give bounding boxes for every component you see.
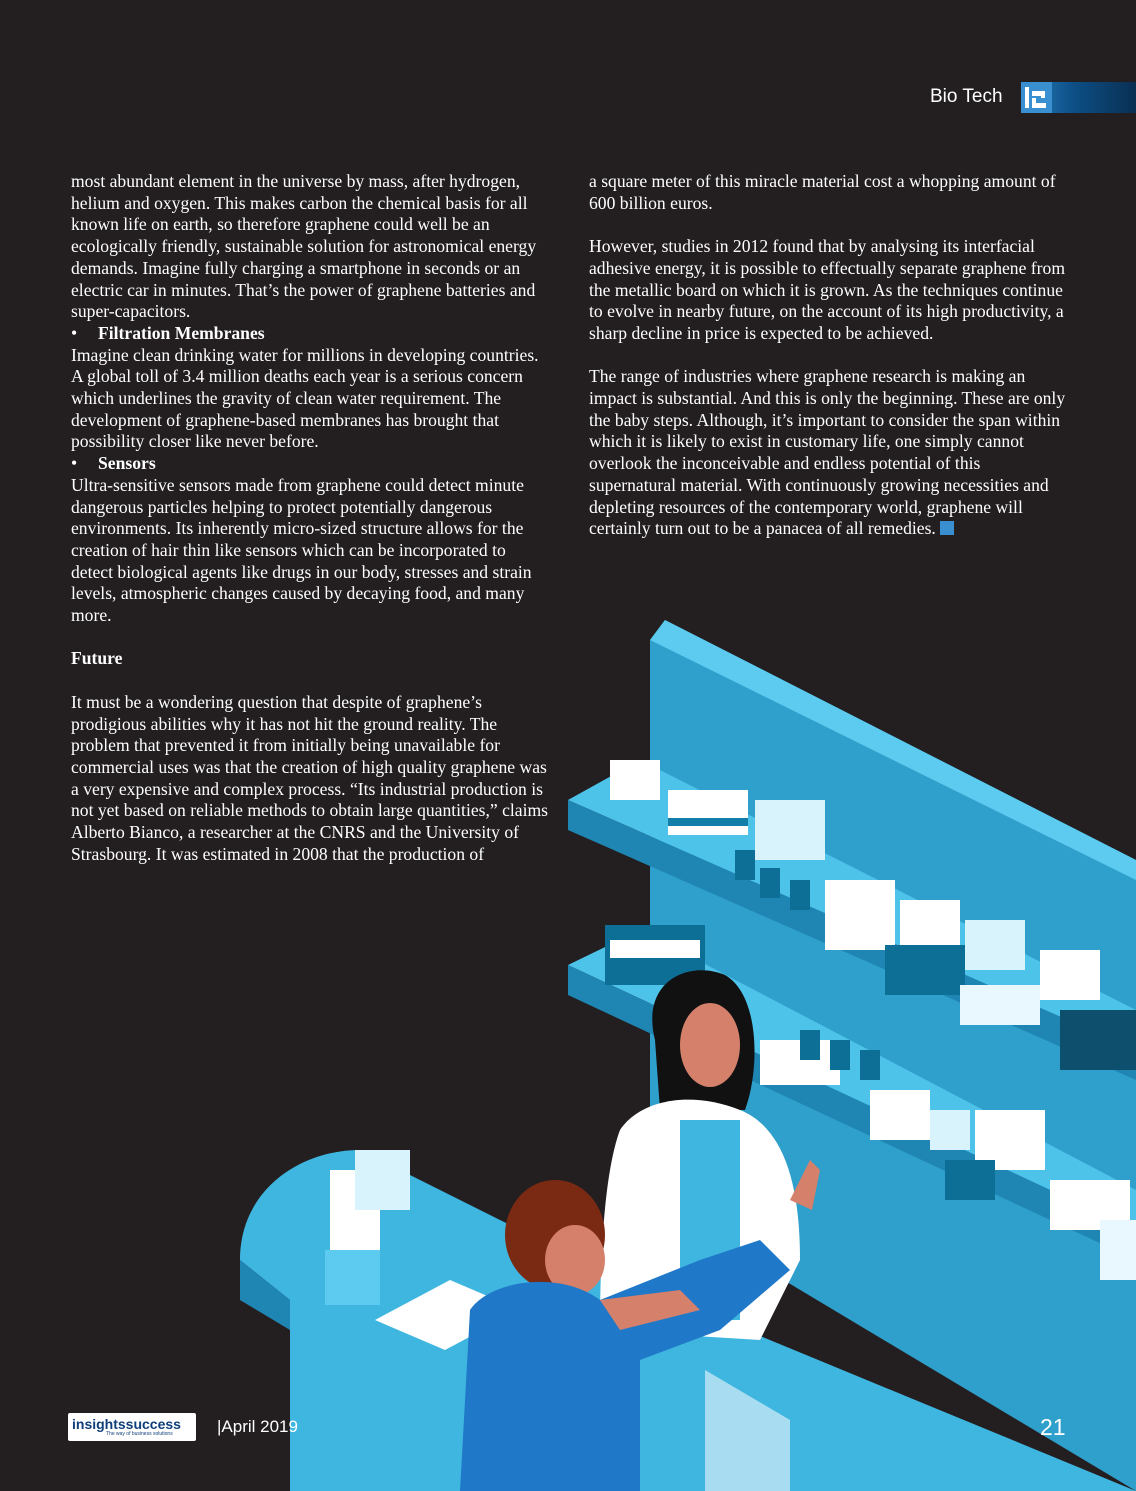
body-paragraph: Ultra-sensitive sensors made from graphene could detect minute dangerous particles helping to protect potentially dangerous environments. Its inherently micro-sized structure allows for the creation of hair thin like sensors which can be incorporated to detect biological agents like drugs in our body, stresses and strain levels, atmospheric changes caused by decaying food, and many more. xyxy=(71,474,532,626)
section-heading: Future xyxy=(71,648,123,669)
body-paragraph: a square meter of this miracle material cost a whopping amount of 600 billion euros. xyxy=(589,171,1056,213)
bullet-heading: Sensors xyxy=(98,453,156,474)
bullet-icon: • xyxy=(71,453,78,474)
body-paragraph: However, studies in 2012 found that by analysing its interfacial adhesive energy, it is possible to effectually separate graphene from the metallic board on which it is grown. As the techniques continue to evolve in nearby future, on the account of its high productivity, a sharp decline in price is expected to be achieved. xyxy=(589,236,1066,343)
bullet-icon: • xyxy=(71,322,78,343)
brand-logo xyxy=(68,1413,196,1441)
closing-text: The range of industries where graphene research is making an impact is substantial. And this is only the beginning. These are only the baby steps. Although, it’s important to consider the span within which it is likely to exist in customary life, one simply cannot overlook the inconceivable and endless potential of this supernatural material. With continuously growing necessities and depleting resources of the contemporary world, graphene will certainly turn out to be a panacea of all remedies. xyxy=(589,366,1066,539)
body-paragraph: most abundant element in the universe by mass, after hydrogen, helium and oxygen. This makes carbon the chemical basis for all known life on earth, so therefore graphene could well be an ecologically friendly, sustainable solution for astronomical energy demands. Imagine fully charging a smartphone in seconds or an electric car in minutes. That’s the power of graphene batteries and super-capacitors. xyxy=(71,171,537,322)
bullet-heading: Filtration Membranes xyxy=(98,322,265,343)
page-number: 21 xyxy=(1040,1414,1066,1440)
section-label: Bio Tech xyxy=(930,86,1003,107)
issue-date: |April 2019 xyxy=(217,1417,298,1436)
body-paragraph: Imagine clean drinking water for millions in developing countries. A global toll of 3.4 million deaths each year is a serious concern which underlines the gravity of clean water requirement. The development of graphene-based membranes has brought that possibility closer like never before. xyxy=(71,344,539,452)
brand-tagline: The way of business solutions xyxy=(106,1431,173,1437)
body-paragraph: It must be a wondering question that despite of graphene’s prodigious abilities why it has not hit the ground reality. The problem that prevented it from initially being unavailable for commercial uses was that the creation of high quality graphene was a very expensive and complex process. “Its industrial production is not yet based on reliable methods to obtain large quantities,” claims Alberto Bianco, a researcher at the CNRS and the University of Strasbourg. It was estimated in 2008 that the production of xyxy=(71,691,549,864)
brand-name: insightssuccess xyxy=(72,1416,181,1432)
